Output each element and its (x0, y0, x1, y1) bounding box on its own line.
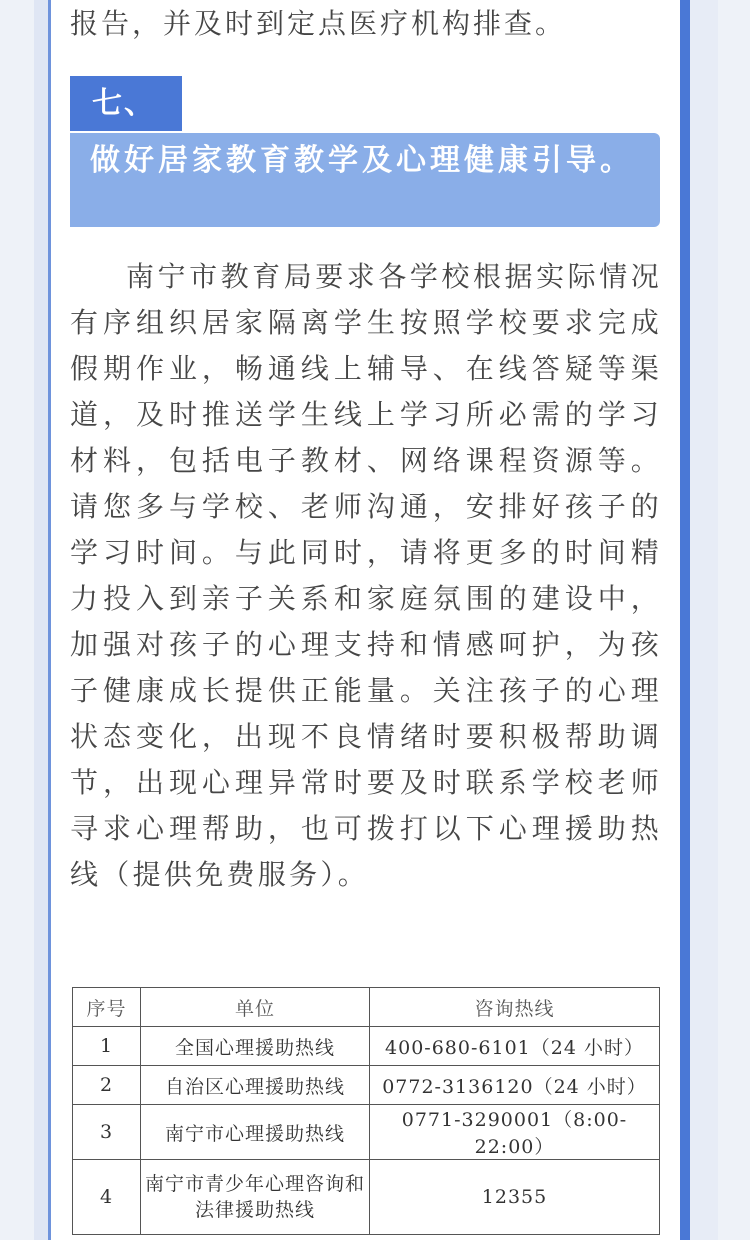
section-title: 做好居家教育教学及心理健康引导。 (70, 133, 660, 227)
table-row (73, 1027, 660, 1066)
body-paragraph (70, 254, 662, 898)
row-unit: 南宁市心理援助热线 (141, 1105, 370, 1160)
table-row (73, 1160, 660, 1235)
row-hotline: 12355 (370, 1160, 660, 1235)
row-number: 1 (73, 1027, 141, 1066)
row-number: 3 (73, 1105, 141, 1160)
row-hotline: 400-680-6101（24 小时） (370, 1027, 660, 1066)
table-row (73, 1105, 660, 1160)
body-paragraph-text: 南宁市教育局要求各学校根据实际情况有序组织居家隔离学生按照学校要求完成假期作业，畅通线上辅导、在线答疑等渠道，及时推送学生线上学习所必需的学习材料，包括电子教材、网络课程资源等。请您多与学校、老师沟通，安排好孩子的学习时间。与此同时，请将更多的时间精力投入到亲子关系和家庭氛围的建设中，加强对孩子的心理支持和情感呵护，为孩子健康成长提供正能量。关注孩子的心理状态变化，出现不良情绪时要积极帮助调节，出现心理异常时要及时联系学校老师寻求心理帮助，也可拨打以下心理援助热线（提供免费服务）。 (70, 260, 662, 891)
left-border-line (48, 0, 51, 1240)
header-unit: 单位 (141, 988, 370, 1027)
section-number-badge: 七、 (70, 76, 182, 131)
right-border-shade (690, 0, 718, 1240)
table-row (73, 1066, 660, 1105)
row-hotline: 0771-3290001（8:00-22:00） (370, 1105, 660, 1160)
header-hotline: 咨询热线 (370, 988, 660, 1027)
row-unit: 自治区心理援助热线 (141, 1066, 370, 1105)
right-border-rail (680, 0, 690, 1240)
header-number: 序号 (73, 988, 141, 1027)
row-unit: 南宁市青少年心理咨询和法律援助热线 (141, 1160, 370, 1235)
previous-paragraph-tail: 报告，并及时到定点医疗机构排查。 (70, 7, 567, 40)
left-border-rail (34, 0, 48, 1240)
row-hotline: 0772-3136120（24 小时） (370, 1066, 660, 1105)
hotline-table (72, 987, 660, 1235)
table-header-row (73, 988, 660, 1027)
row-unit: 全国心理援助热线 (141, 1027, 370, 1066)
row-number: 4 (73, 1160, 141, 1235)
row-number: 2 (73, 1066, 141, 1105)
